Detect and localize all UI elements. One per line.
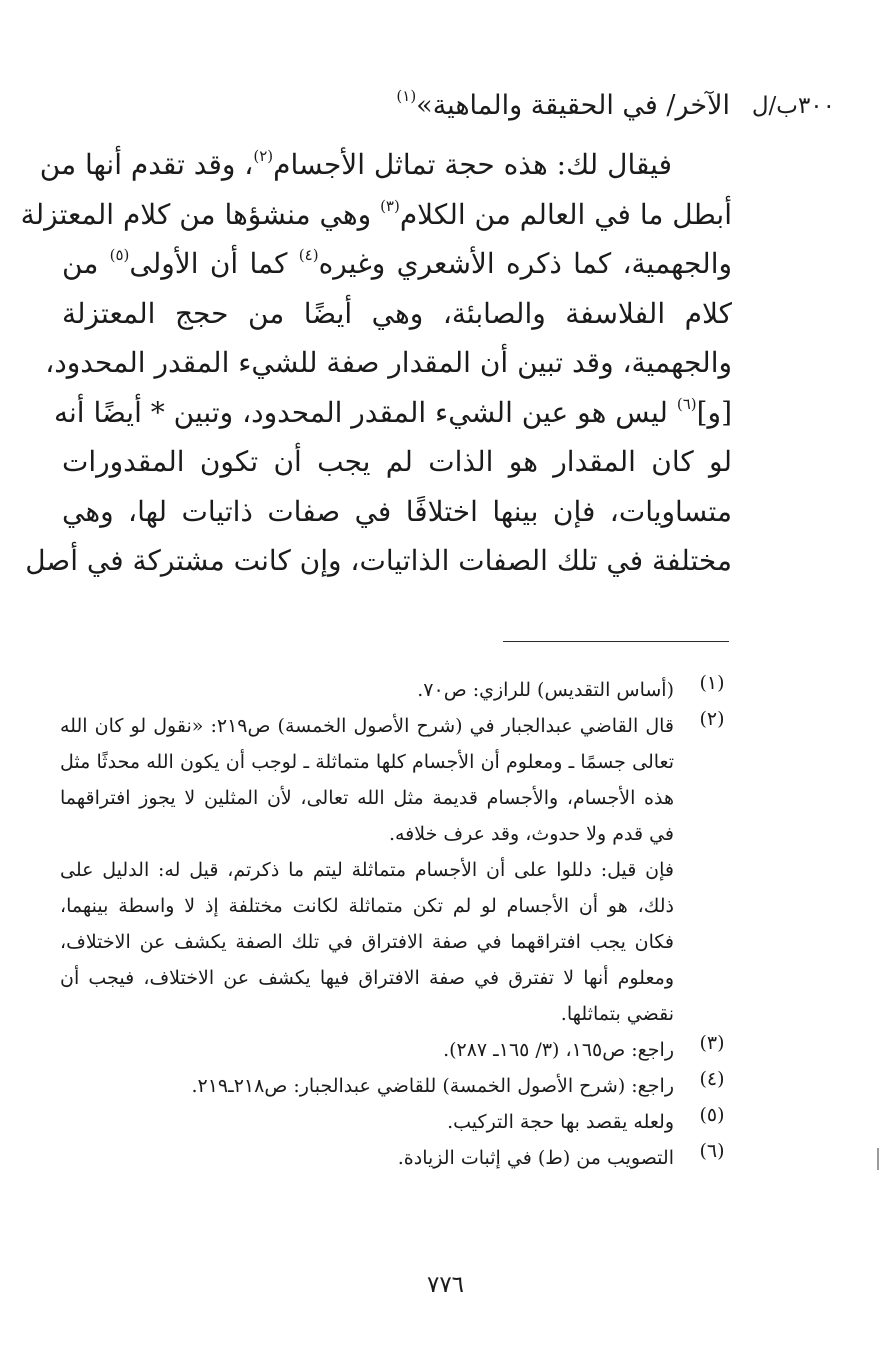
- text-line: [62, 289, 732, 339]
- scan-artifact-mark: [877, 1148, 879, 1170]
- text-run: [و]: [696, 395, 732, 429]
- running-head: [55, 80, 835, 132]
- footnote-line: في قدم ولا حدوث، وقد عرف خلافه.: [388, 823, 674, 845]
- footnote: [60, 1068, 732, 1104]
- footnote-line: التصويب من (ط) في إثبات الزيادة.: [397, 1147, 674, 1169]
- text-run: ، وقد تقدم أنها من: [39, 148, 254, 181]
- footnote-line: هذه الأجسام، والأجسام قديمة مثل الله تعالى، لأن المثلين لا يجوز افتراقهما: [60, 787, 674, 809]
- text-run: لو كان المقدار هو الذات لم يجب أن تكون المقدورات: [62, 445, 732, 478]
- footnote-ref: (٣): [380, 196, 400, 215]
- text-run: مختلفة في تلك الصفات الذاتيات، وإن كانت مشتركة في أصل: [25, 544, 732, 577]
- footnote-line: راجع: ص١٦٥، (٣/ ١٦٥ـ ٢٨٧).: [443, 1039, 674, 1061]
- footnote-line: تعالى جسمًا ـ ومعلوم أن الأجسام كلها متماثلة ـ لوجب أن يكون الله محدثًا مثل: [60, 751, 674, 773]
- text-line: [53, 388, 732, 438]
- footnote-number: (٣): [699, 1032, 725, 1054]
- text-run: وهي منشؤها من كلام المعتزلة: [20, 197, 381, 231]
- footnote-ref: (٥): [109, 246, 130, 264]
- page-number: ٧٧٦: [426, 1272, 465, 1298]
- text-line: [62, 239, 732, 289]
- footnote-line: ذلك، هو أن الأجسام لو لم تكن متماثلة لكانت مختلفة إذ لا واسطة بينهما،: [60, 895, 674, 917]
- text-line: [62, 437, 732, 487]
- footnote-number: (٤): [699, 1068, 725, 1090]
- text-run: من: [62, 247, 110, 280]
- text-line: [62, 487, 732, 537]
- footnote: [60, 708, 732, 1032]
- footnote-number: (٢): [699, 708, 725, 730]
- text-run: فيقال لك: هذه حجة تماثل الأجسام: [273, 148, 672, 181]
- text-run: كلام الفلاسفة والصابئة، وهي أيضًا من حجج المعتزلة: [62, 296, 732, 330]
- text-run: أبطل ما في العالم من الكلام: [399, 197, 732, 231]
- text-run: والجهمية، كما ذكره الأشعري وغيره: [318, 247, 732, 280]
- footnote-ref: (٢): [253, 147, 274, 165]
- footnote-separator: [503, 641, 729, 642]
- text-line: [25, 536, 732, 586]
- footnote-number: (٦): [699, 1140, 725, 1162]
- footnote-line: راجع: (شرح الأصول الخمسة) للقاضي عبدالجبار: ص٢١٨ـ٢١٩.: [191, 1075, 674, 1097]
- footnote: [60, 1032, 732, 1068]
- text-run: والجهمية، وقد تبين أن المقدار صفة للشيء المقدر المحدود،: [45, 346, 732, 379]
- footnotes: [60, 672, 732, 1176]
- heading-continuation: [396, 80, 730, 132]
- manuscript-folio-marker: ٣٠٠ب/ل: [751, 93, 835, 119]
- footnote-line: فإن قيل: دللوا على أن الأجسام متماثلة ليتم ما ذكرتم، قيل له: الدليل على: [60, 859, 674, 881]
- footnote-number: (١): [699, 672, 725, 694]
- text-run: كما أن الأولى: [129, 247, 299, 280]
- footnote-number: (٥): [699, 1104, 725, 1126]
- text-line: [20, 190, 732, 240]
- text-line: [39, 140, 732, 190]
- text-line: [45, 338, 732, 388]
- footnote: [60, 1104, 732, 1140]
- footnote-ref: (٦): [676, 394, 697, 413]
- footnote-line: ولعله يقصد بها حجة التركيب.: [447, 1111, 674, 1133]
- main-text: [20, 140, 732, 586]
- footnote-line: نقضي بتماثلها.: [560, 1003, 674, 1025]
- footnote: [60, 672, 732, 708]
- footnote-line: ومعلوم أنها لا تفترق في صفة الافتراق فيها يكشف عن الاختلاف، فيجب أن: [60, 967, 674, 989]
- footnote-line: (أساس التقديس) للرازي: ص٧٠.: [417, 679, 674, 701]
- footnote: [60, 1140, 732, 1176]
- footnote-ref: (١): [396, 87, 417, 105]
- text-run: متساويات، فإن بينها اختلافًا في صفات ذاتيات لها، وهي: [62, 494, 732, 528]
- heading-text: الآخر/ في الحقيقة والماهية»: [416, 90, 730, 121]
- footnote-line: قال القاضي عبدالجبار في (شرح الأصول الخمسة) ص٢١٩: «نقول لو كان الله: [60, 715, 675, 737]
- text-run: ليس هو عين الشيء المقدر المحدود، وتبين * أيضًا أنه: [53, 395, 677, 429]
- footnote-line: فكان يجب افتراقهما في صفة الافتراق في تلك الصفة يكشف عن الاختلاف،: [60, 931, 674, 953]
- footnote-ref: (٤): [298, 246, 319, 264]
